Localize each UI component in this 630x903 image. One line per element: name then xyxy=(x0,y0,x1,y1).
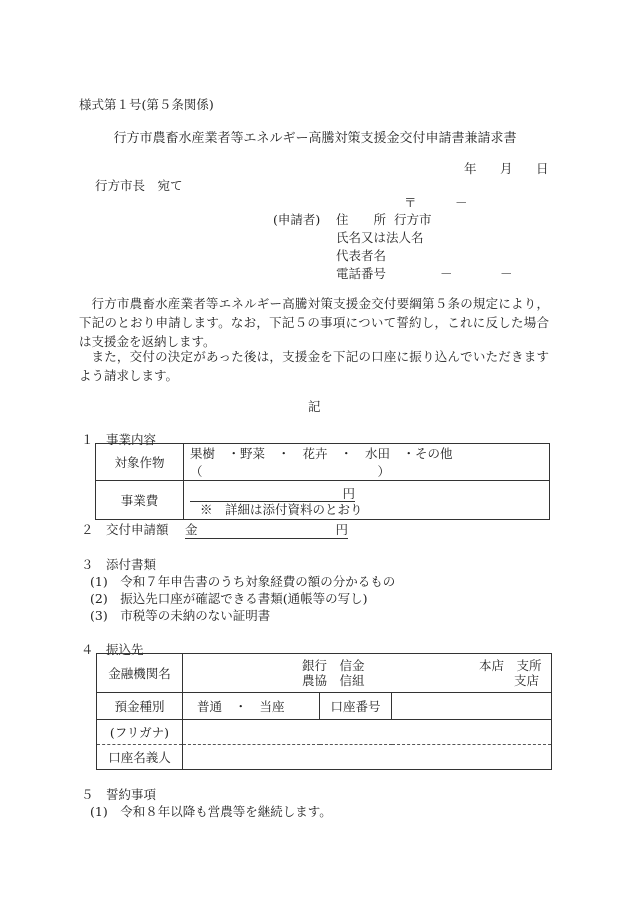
amount-prefix: 金 xyxy=(185,522,198,537)
name-label: 氏名又は法人名 xyxy=(336,230,424,245)
attachment-item-2: (2) 振込先口座が確認できる書類(通帳等の写し) xyxy=(90,591,368,606)
form-id: 様式第１号(第５条関係) xyxy=(79,97,214,112)
bank-type-bottom: 農協 信組 xyxy=(302,673,365,688)
furigana-label: (フリガナ) xyxy=(97,720,183,745)
phone-dash-2: － xyxy=(500,266,513,281)
bank-label: 金融機関名 xyxy=(97,654,183,693)
attachment-item-3: (3) 市税等の未納のない証明書 xyxy=(90,608,271,623)
cost-cell[interactable] xyxy=(184,481,550,520)
date-year-label: 年 xyxy=(464,161,477,176)
cost-note: ※ 詳細は添付資料のとおり xyxy=(200,501,363,517)
branch-type-top: 本店 支所 xyxy=(479,658,542,673)
body-paragraph-2: また，交付の決定があった後は，支援金を下記の口座に振り込んでいただきますよう請求します。 xyxy=(79,349,549,383)
postal-mark: 〒 xyxy=(404,195,417,210)
cost-label: 事業費 xyxy=(96,481,184,520)
attachment-item-1: (1) 令和７年申告書のうち対象経費の額の分かるもの xyxy=(90,574,396,589)
amount-unit: 円 xyxy=(335,522,348,537)
date-day-label: 日 xyxy=(536,161,549,176)
document-title: 行方市農畜水産業者等エネルギー高騰対策支援金交付申請書兼請求書 xyxy=(113,131,517,146)
furigana-field[interactable] xyxy=(183,720,552,745)
addressee: 行方市長 宛て xyxy=(95,178,183,193)
section-2-heading: ２ 交付申請額 xyxy=(81,522,169,537)
bank-type-top: 銀行 信金 xyxy=(302,658,365,673)
body-paragraph-1: 行方市農畜水産業者等エネルギー高騰対策支援金交付要綱第５条の規定により，下記のとおり申請します。なお，下記５の事項について誓約し，これに反した場合は支援金を返納します。 xyxy=(79,296,549,349)
branch-type-bottom: 支店 xyxy=(514,673,540,688)
business-table xyxy=(95,443,550,520)
applicant-role: (申請者) xyxy=(273,212,321,227)
account-holder-field[interactable] xyxy=(183,745,552,770)
amount-field[interactable] xyxy=(185,520,348,539)
section-5-heading: ５ 誓約事項 xyxy=(81,787,157,802)
ki-heading: 記 xyxy=(308,399,321,414)
section-4-heading: ４ 振込先 xyxy=(81,642,144,657)
bank-name-cell[interactable] xyxy=(183,654,552,693)
phone-dash-1: － xyxy=(440,266,453,281)
account-number-label: 口座番号 xyxy=(320,693,392,720)
phone-label: 電話番号 xyxy=(336,266,387,281)
deposit-label: 預金種別 xyxy=(97,693,183,720)
postal-dash: － xyxy=(455,195,468,210)
deposit-options[interactable]: 普通 ・ 当座 xyxy=(183,693,320,720)
pledge-item-1: (1) 令和８年以降も営農等を継続します。 xyxy=(90,804,332,819)
crop-label: 対象作物 xyxy=(96,444,184,481)
bank-table xyxy=(96,653,552,770)
representative-label: 代表者名 xyxy=(336,248,387,263)
cost-field[interactable] xyxy=(190,486,355,502)
account-number-field[interactable] xyxy=(392,693,552,720)
account-holder-label: 口座名義人 xyxy=(97,745,183,770)
address-value: 行方市 xyxy=(394,212,432,227)
section-1-heading: １ 事業内容 xyxy=(81,432,157,447)
section-3-heading: ３ 添付書類 xyxy=(81,557,157,572)
cost-unit: 円 xyxy=(342,485,355,501)
date-month-label: 月 xyxy=(500,161,513,176)
crop-options[interactable]: 果樹 ・野菜 ・ 花卉 ・ 水田 ・その他（ ） xyxy=(184,444,550,481)
address-label: 住 所 xyxy=(336,212,387,227)
